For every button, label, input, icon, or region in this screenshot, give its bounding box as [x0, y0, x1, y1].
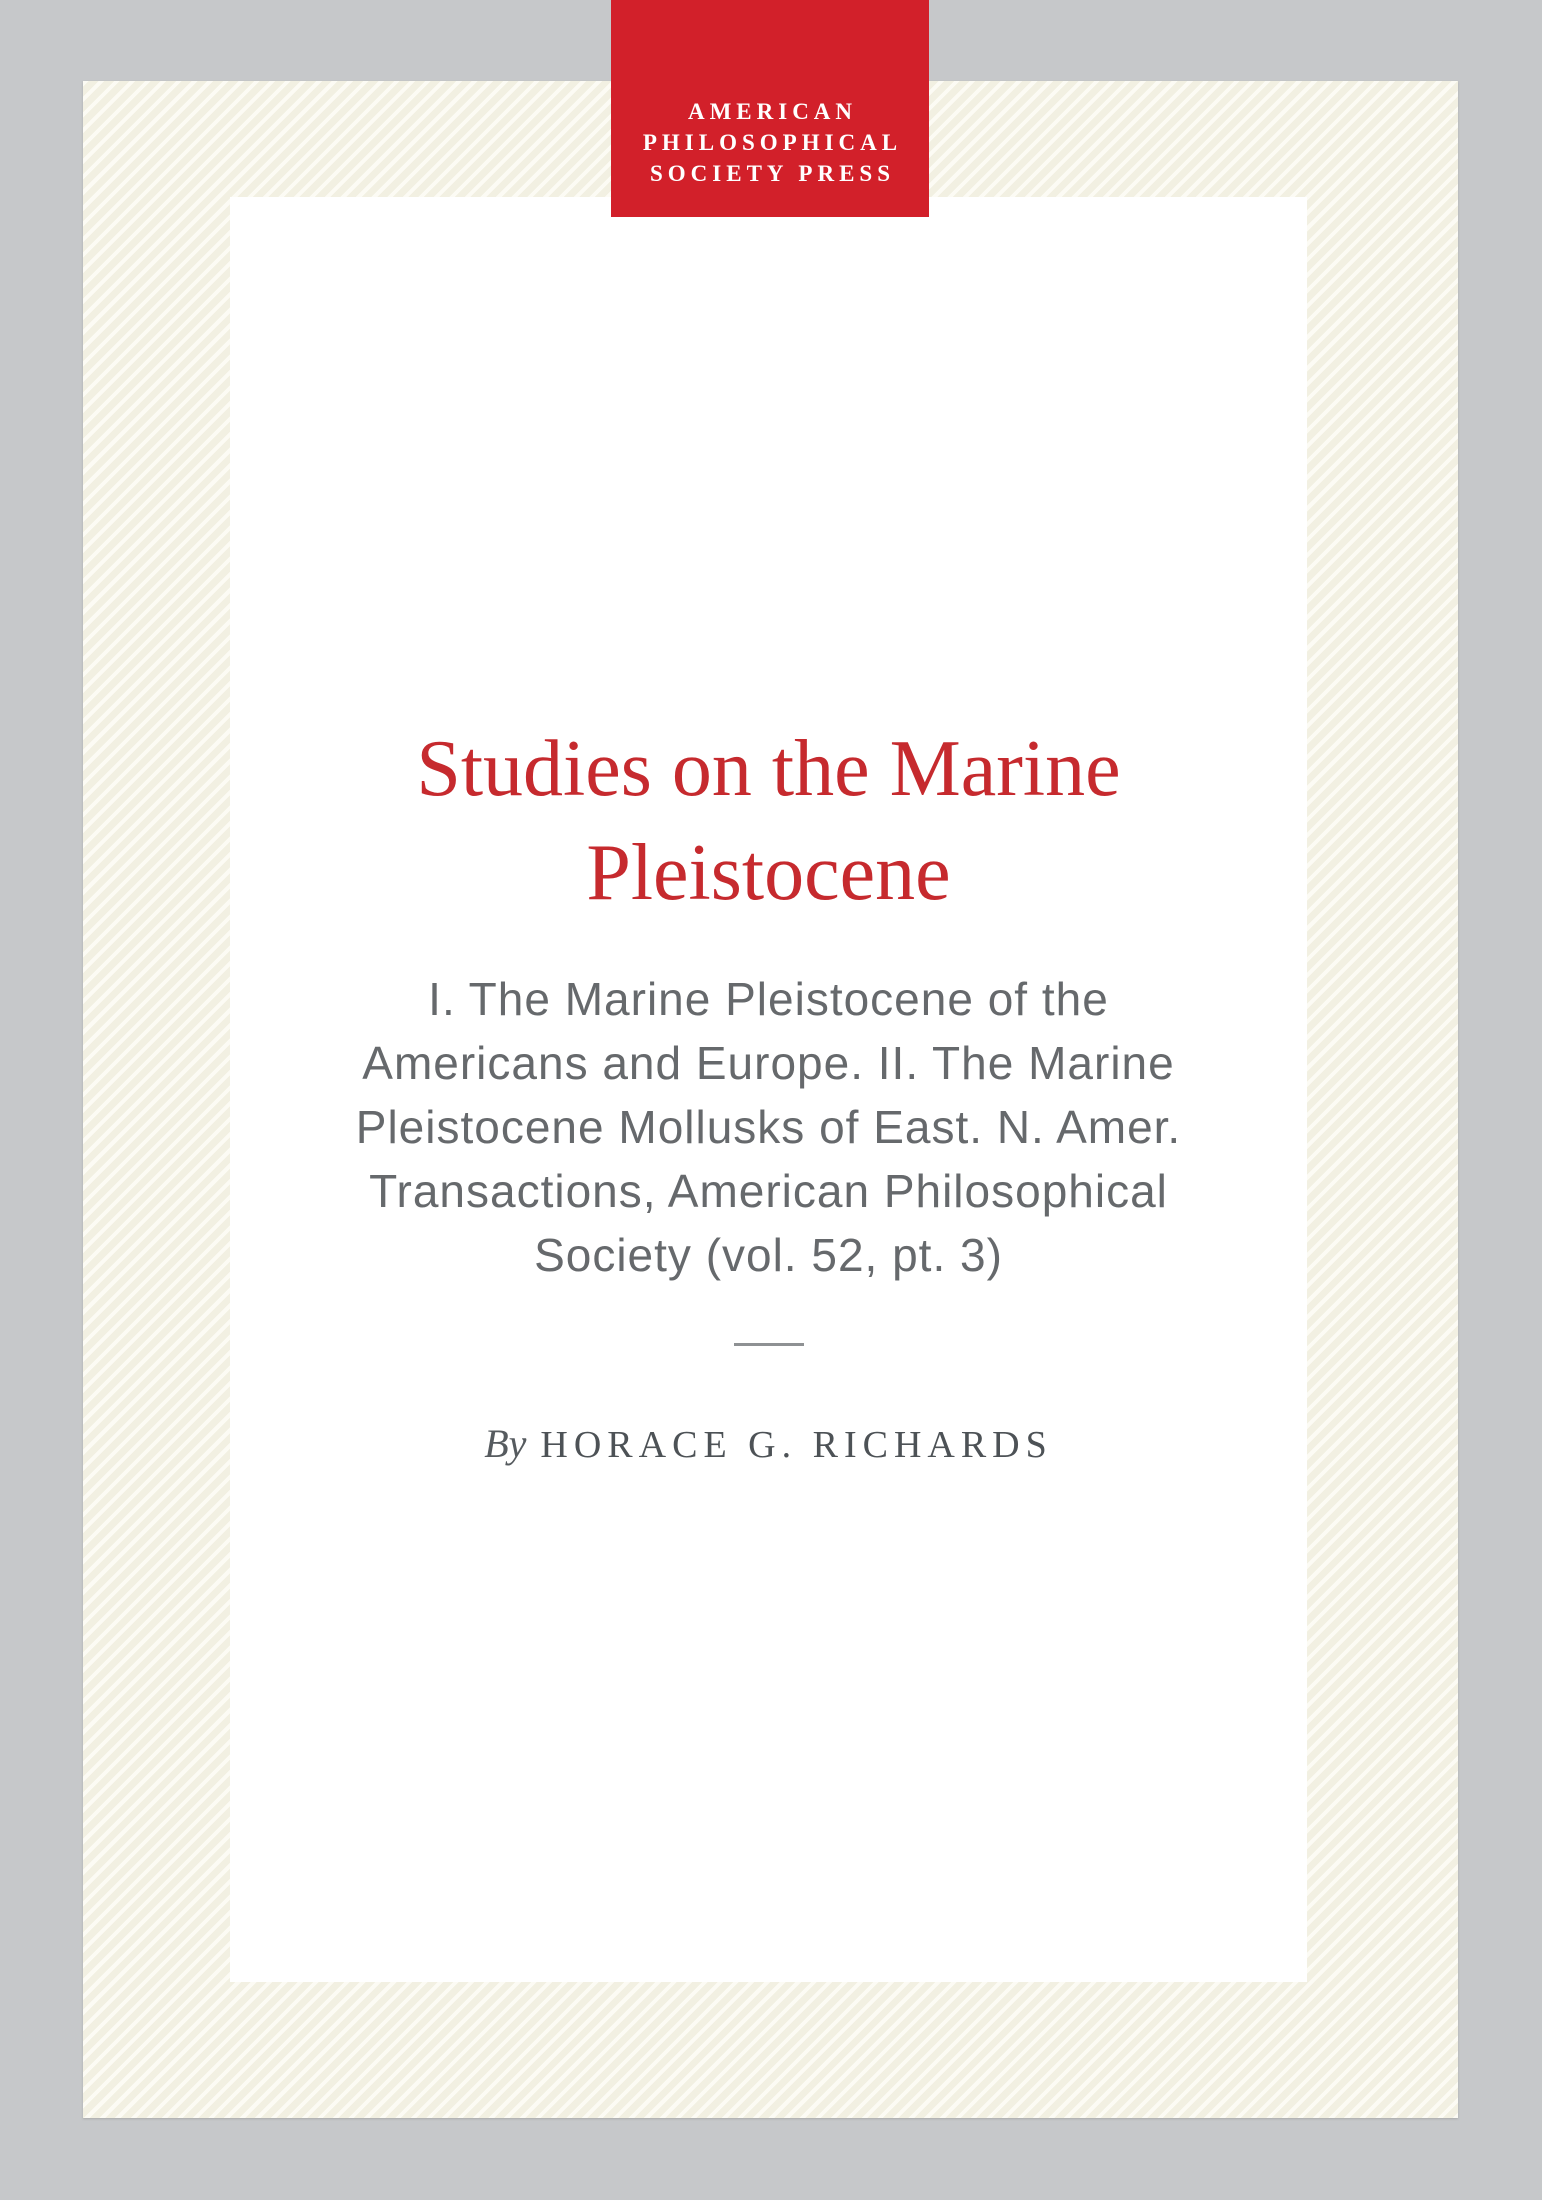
book-title-line-1: Studies on the Marine [416, 725, 1121, 813]
subtitle-line-3: Pleistocene Mollusks of East. N. Amer. [355, 1101, 1182, 1153]
publisher-banner-line-3: SOCIETY PRESS [649, 161, 895, 186]
cover-content [230, 197, 1307, 1982]
subtitle-line-4: Transactions, American Philosophical [369, 1165, 1168, 1217]
publisher-banner-line-1: AMERICAN [687, 99, 858, 124]
book-subtitle [230, 967, 1307, 1287]
divider-rule [734, 1343, 804, 1346]
byline-prefix: By [484, 1421, 527, 1466]
subtitle-line-1: I. The Marine Pleistocene of the [428, 973, 1109, 1025]
byline-author: HORACE G. RICHARDS [540, 1424, 1053, 1466]
publisher-banner [611, 0, 929, 217]
subtitle-line-2: Americans and Europe. II. The Marine [362, 1037, 1175, 1089]
cover-panel [230, 197, 1307, 1982]
byline [230, 1420, 1307, 1467]
book-title-line-2: Pleistocene [586, 829, 951, 917]
subtitle-line-5: Society (vol. 52, pt. 3) [534, 1229, 1003, 1281]
publisher-banner-line-2: PHILOSOPHICAL [642, 130, 903, 155]
book-title [230, 717, 1307, 925]
